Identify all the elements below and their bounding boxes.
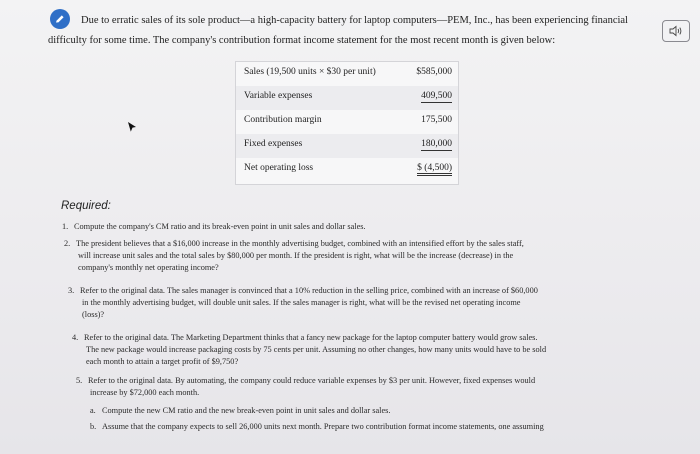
item-number: 2. [64,239,71,248]
income-statement-table [235,61,459,185]
required-item-5 [76,375,676,403]
item-line: Refer to the original data. The Marketing Department thinks that a fancy new package for the laptop computer battery would grow sales. [84,333,538,342]
statement-label: Net operating loss [244,163,314,173]
required-item-3 [68,285,668,325]
statement-value: 409,500 [421,91,452,101]
required-heading: Required: [61,200,111,212]
statement-value: 180,000 [421,139,452,149]
required-item-2 [64,238,664,278]
statement-label: Variable expenses [244,91,313,101]
statement-row-fixed-expenses [236,134,458,158]
statement-label: Fixed expenses [244,139,303,149]
speaker-icon [669,25,683,37]
question-intro: Due to erratic sales of its sole product—a high-capacity battery for laptop computers—PEM, Inc., has been experiencing financial difficulty for some time. The company's contribution format income statement for the most recent month is given below: [48,15,628,46]
statement-value: $ (4,500) [417,163,452,176]
item-number: 5. [76,376,83,385]
item-line: increase by $72,000 each month. [90,388,200,397]
statement-label: Sales (19,500 units × $30 per unit) [244,67,376,77]
item-number: 3. [68,286,75,295]
item-line: The new package would increase packaging costs by 75 cents per unit. Assuming no other changes, how many units would have to be sold [86,345,547,354]
item-line: each month to attain a target profit of $9,750? [86,357,239,366]
item-number: 1. [62,222,69,231]
statement-row-sales [236,62,458,86]
item-line: in the monthly advertising budget, will double unit sales. If the sales manager is right, what will be the revised net operating income [82,298,521,307]
item-line: Refer to the original data. The sales manager is convinced that a 10% reduction in the selling price, combined with an increase of $60,000 [80,286,538,295]
audio-speaker-button[interactable] [662,20,690,42]
statement-label: Contribution margin [244,115,322,125]
statement-value: 175,500 [421,115,452,125]
mouse-cursor-icon [128,122,136,132]
item-line: Refer to the original data. By automating, the company could reduce variable expenses by $3 per unit. However, fixed expenses would [88,376,536,385]
item-number: a. [90,406,96,415]
item-line: company's monthly net operating income? [78,263,219,272]
required-item-4 [72,332,672,372]
item-line: Compute the new CM ratio and the new break-even point in unit sales and dollar sales. [102,406,391,415]
item-line: will increase unit sales and the total sales by $80,000 per month. If the president is right, what will be the increase (decrease) in the [78,251,514,260]
statement-row-net-operating-loss [236,158,458,182]
statement-row-contribution-margin [236,110,458,134]
statement-value: $585,000 [416,67,452,77]
item-line: Assume that the company expects to sell 26,000 units next month. Prepare two contribution format income statements, one assuming [102,422,544,431]
statement-row-variable-expenses [236,86,458,110]
item-number: b. [90,422,97,431]
item-line: Compute the company's CM ratio and its break-even point in unit sales and dollar sales. [74,222,366,231]
item-line: (loss)? [82,310,105,319]
item-number: 4. [72,333,79,342]
item-line: The president believes that a $16,000 increase in the monthly advertising budget, combined with an intensified effort by the sales staff, [76,239,524,248]
